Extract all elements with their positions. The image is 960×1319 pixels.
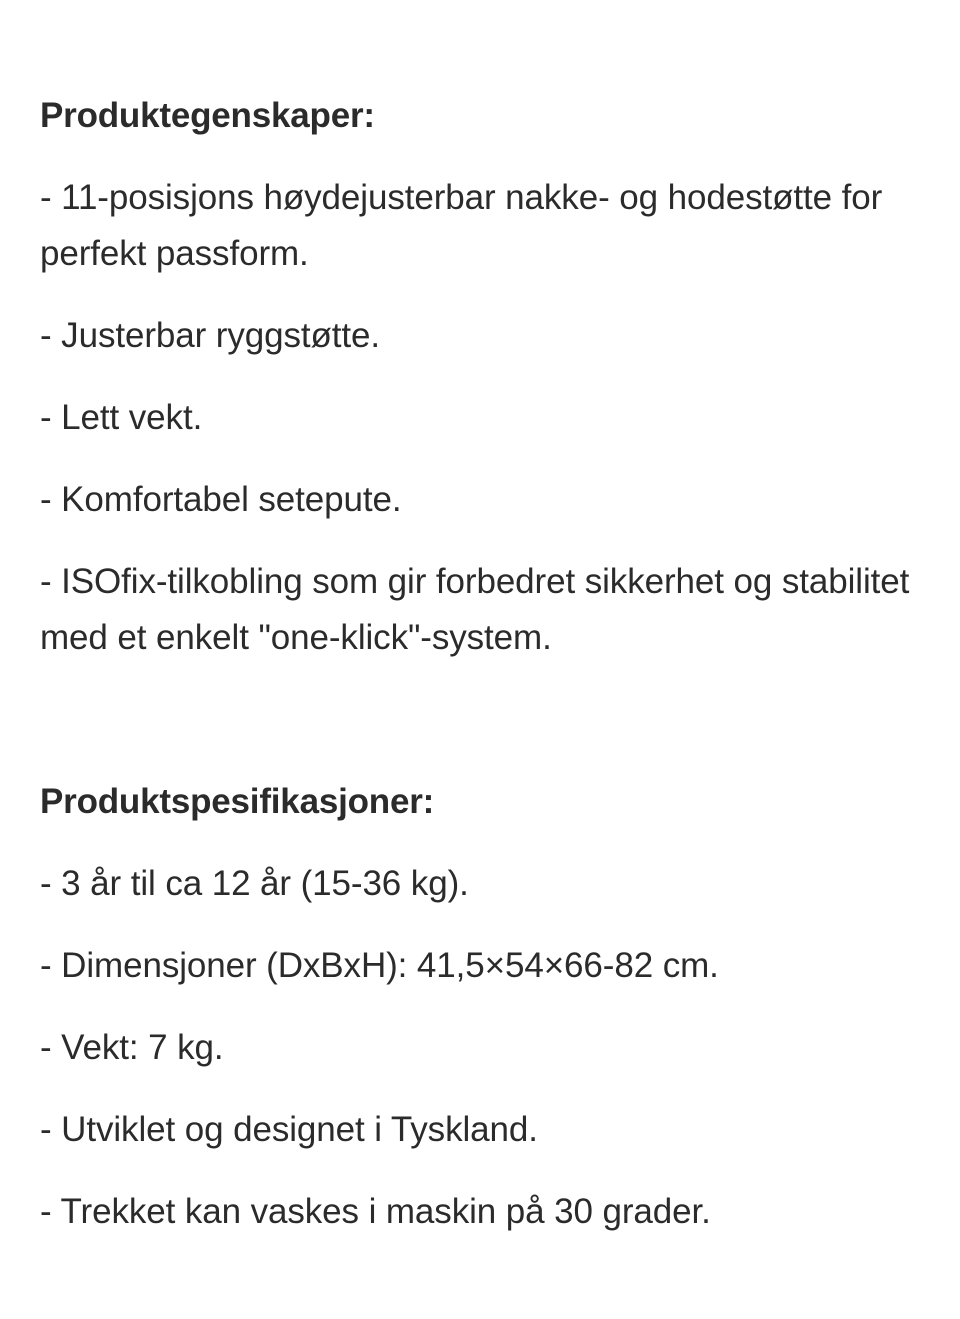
feature-item: - Justerbar ryggstøtte. <box>40 316 381 355</box>
spec-item: - Utviklet og designet i Tyskland. <box>40 1110 538 1149</box>
feature-item: - 11-posisjons høydejusterbar nakke- og hodestøtte for perfekt passform. <box>40 178 883 273</box>
spec-item: - Dimensjoner (DxBxH): 41,5×54×66-82 cm. <box>40 946 719 985</box>
spec-item: - Vekt: 7 kg. <box>40 1028 224 1067</box>
features-heading: Produktegenskaper: <box>40 96 375 135</box>
specs-heading: Produktspesifikasjoner: <box>40 782 435 821</box>
features-section <box>40 88 930 666</box>
specs-section <box>40 774 930 1240</box>
spec-item: - 3 år til ca 12 år (15-36 kg). <box>40 864 469 903</box>
product-description <box>40 88 930 1240</box>
feature-item: - ISOfix-tilkobling som gir forbedret sikkerhet og stabilitet med et enkelt "one-klick"-system. <box>40 562 910 657</box>
spec-item: - Trekket kan vaskes i maskin på 30 grader. <box>40 1192 711 1231</box>
feature-item: - Komfortabel setepute. <box>40 480 402 519</box>
feature-item: - Lett vekt. <box>40 398 203 437</box>
